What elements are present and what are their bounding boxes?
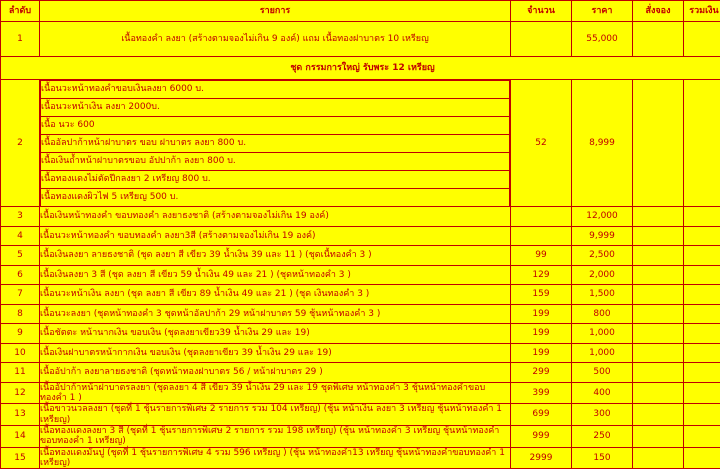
row-booked <box>633 382 684 404</box>
column-header-total: รวมเงิน <box>684 1 720 22</box>
row-booked <box>633 425 684 447</box>
row-total <box>684 304 720 324</box>
row-booked <box>633 363 684 383</box>
row-no: 10 <box>1 343 40 363</box>
row-price: 2,500 <box>572 246 633 266</box>
row-qty: 399 <box>511 382 572 404</box>
sub-item: เนื้อทองแดงไม่ตัดปีกลงยา 2 เหรียญ 800 บ. <box>41 171 510 189</box>
row-total <box>684 425 720 447</box>
table-row <box>1 304 720 324</box>
row-qty: 52 <box>511 80 572 207</box>
row-booked <box>633 324 684 344</box>
row-total <box>684 207 720 227</box>
sub-item: เนื้อนวะหน้าเงิน ลงยา 2000บ. <box>41 99 510 117</box>
row-booked <box>633 265 684 285</box>
row-item: เนื้อนวะหน้าทองคำ ขอบทองคำ ลงยา3สี (สร้างตามจองไม่เกิน 19 องค์) <box>40 226 511 246</box>
row-booked <box>633 304 684 324</box>
row-price: 300 <box>572 404 633 426</box>
table-row <box>1 363 720 383</box>
table-row <box>1 382 720 404</box>
row-no: 5 <box>1 246 40 266</box>
table-row <box>1 447 720 469</box>
row-total <box>684 324 720 344</box>
row-item: เนื้อขาวนวลลงยา (ชุดที่ 1 ชุ้นรายการพิเศษ 2 รายการ รวม 104 เหรียญ) (ชุ้น หน้าเงิน ลงยา 3 เหรียญ ชุ้นหน้าทองคำ 1 เหรียญ) <box>40 404 511 426</box>
row-total <box>684 265 720 285</box>
row-qty: 129 <box>511 265 572 285</box>
row-qty: 199 <box>511 343 572 363</box>
row-price: 55,000 <box>572 22 633 57</box>
row-price: 9,999 <box>572 226 633 246</box>
table-row <box>1 425 720 447</box>
row-item: เนื้อทองแดงมันปู (ชุดที่ 1 ชุ้นรายการพิเศษ 4 รวม 596 เหรียญ ) (ชุ้น หน้าทองคำ13 เหรียญ ชุ้นหน้าทองคำขอบทองคำ 1 เหรียญ) <box>40 447 511 469</box>
row-total <box>684 382 720 404</box>
row-qty: 159 <box>511 285 572 305</box>
table-body <box>1 22 720 469</box>
row-booked <box>633 404 684 426</box>
row-item: เนื้อทองคำ ลงยา (สร้างตามจองไม่เกิน 9 องค์) แถม เนื้อทองฝาบาตร 10 เหรียญ <box>40 22 511 57</box>
row-no: 8 <box>1 304 40 324</box>
column-header-booked: สั่งจอง <box>633 1 684 22</box>
table-row <box>1 226 720 246</box>
row-item: เนื้อทองแดงลงยา 3 สี (ชุดที่ 1 ชุ้นรายการพิเศษ 2 รายการ รวม 198 เหรียญ) (ชุ้น หน้าทองคำ 3 เหรียญ ชุ้นหน้าทองคำขอบทองคำ 1 เหรียญ) <box>40 425 511 447</box>
column-header-no: ลำดับ <box>1 1 40 22</box>
row-price: 1,000 <box>572 324 633 344</box>
row-total <box>684 246 720 266</box>
table-row <box>1 343 720 363</box>
row-no: 12 <box>1 382 40 404</box>
row-no: 2 <box>1 80 40 207</box>
row-qty: 199 <box>511 304 572 324</box>
row-price: 500 <box>572 363 633 383</box>
row-no: 6 <box>1 265 40 285</box>
row-booked <box>633 447 684 469</box>
row-price: 400 <box>572 382 633 404</box>
row-item-list <box>40 80 511 207</box>
row-qty <box>511 22 572 57</box>
sub-item: เนื้อ นวะ 600 <box>41 117 510 135</box>
row-item: เนื้อเงินลงยา 3 สี (ชุด ลงยา สี เขียว 59 น้ำเงิน 49 และ 21 ) (ชุดหน้าทองคำ 3 ) <box>40 265 511 285</box>
row-item: เนื้อเงินลงยา ลายธงชาติ (ชุด ลงยา สี เขียว 39 น้ำเงิน 39 และ 11 ) (ชุดเนื้ทองคำ 3 ) <box>40 246 511 266</box>
row-qty: 99 <box>511 246 572 266</box>
row-qty <box>511 226 572 246</box>
row-no: 3 <box>1 207 40 227</box>
row-total <box>684 80 720 207</box>
section-header-label: ชุด กรรมการใหญ่ รับพระ 12 เหรียญ <box>1 57 720 80</box>
row-total <box>684 363 720 383</box>
row-total <box>684 22 720 57</box>
row-no: 15 <box>1 447 40 469</box>
row-no: 9 <box>1 324 40 344</box>
row-qty: 999 <box>511 425 572 447</box>
row-price: 1,000 <box>572 343 633 363</box>
table-header-row <box>1 1 720 22</box>
sub-item: เนื้อเงินถ้ำหน้าฝาบาตรขอบ อัปปาก้า ลงยา 800 บ. <box>41 153 510 171</box>
table-row <box>1 324 720 344</box>
column-header-qty: จำนวน <box>511 1 572 22</box>
column-header-price: ราคา <box>572 1 633 22</box>
row-item: เนื้ออัปาก้า ลงยาลายธงชาติ (ชุดหน้าทองฝาบาตร 56 / หน้าฝาบาตร 29 ) <box>40 363 511 383</box>
row-booked <box>633 343 684 363</box>
row-booked <box>633 285 684 305</box>
table-row <box>1 265 720 285</box>
row-no: 11 <box>1 363 40 383</box>
row-qty: 699 <box>511 404 572 426</box>
row-no: 1 <box>1 22 40 57</box>
row-no: 13 <box>1 404 40 426</box>
table-header <box>1 1 720 22</box>
row-qty: 199 <box>511 324 572 344</box>
row-item: เนื้อเงินฝาบาตรหน้ากากเงิน ขอบเงิน (ชุดลงยาเขียว 39 น้ำเงิน 29 และ 19) <box>40 343 511 363</box>
sub-item: เนื้อนวะหน้าทองคำขอบเงินลงยา 6000 บ. <box>41 81 510 99</box>
row-total <box>684 404 720 426</box>
row-qty <box>511 207 572 227</box>
table-row <box>1 404 720 426</box>
row-booked <box>633 80 684 207</box>
row-total <box>684 226 720 246</box>
row-price: 8,999 <box>572 80 633 207</box>
table-row <box>1 207 720 227</box>
row-no: 4 <box>1 226 40 246</box>
row-booked <box>633 22 684 57</box>
row-item: เนื้อนวะหน้าเงิน ลงยา (ชุด ลงยา สี เขียว 89 น้ำเงิน 49 และ 21 ) (ชุด เงินทองคำ 3 ) <box>40 285 511 305</box>
row-price: 12,000 <box>572 207 633 227</box>
row-price: 250 <box>572 425 633 447</box>
row-no: 14 <box>1 425 40 447</box>
sub-item: เนื้อทองแดงผิวไฟ 5 เหรียญ 500 บ. <box>41 189 510 207</box>
table-row <box>1 80 720 207</box>
row-price: 1,500 <box>572 285 633 305</box>
row-booked <box>633 246 684 266</box>
column-header-item: รายการ <box>40 1 511 22</box>
row-price: 150 <box>572 447 633 469</box>
section-header-row <box>1 57 720 80</box>
row-price: 800 <box>572 304 633 324</box>
table-row <box>1 285 720 305</box>
row-no: 7 <box>1 285 40 305</box>
row-total <box>684 447 720 469</box>
row-qty: 299 <box>511 363 572 383</box>
row-total <box>684 343 720 363</box>
row-qty: 2999 <box>511 447 572 469</box>
sub-item: เนื้ออัลปาก้าหน้าฝาบาตร ขอบ ฝาบาตร ลงยา 800 บ. <box>41 135 510 153</box>
row-item-sublist <box>40 80 510 206</box>
table-row <box>1 246 720 266</box>
table-row <box>1 22 720 57</box>
row-booked <box>633 207 684 227</box>
row-item: เนื้อเงินหน้าทองคำ ขอบทองคำ ลงยาธงชาติ (สร้างตามจองไม่เกิน 19 องค์) <box>40 207 511 227</box>
row-total <box>684 285 720 305</box>
row-price: 2,000 <box>572 265 633 285</box>
row-item: เนื้อชัตตะ หน้านากเงิน ขอบเงิน (ชุดลงยาเขียว39 น้ำเงิน 29 และ 19) <box>40 324 511 344</box>
row-item: เนื้ออัปาก้าหน้าฝาบาตรลงยา (ชุดลงยา 4 สี เขียว 39 น้ำเงิน 29 และ 19 ชุดพิเศษ หน้าทองคำ 3 ชุ้นหน้าทองคำขอบทองคำ 1 ) <box>40 382 511 404</box>
row-booked <box>633 226 684 246</box>
row-item: เนื้อนวะลงยา (ชุดหน้าทองคำ 3 ชุดหน้าอัลปาก้า 29 หน้าฝาบาตร 59 ชุ้นหน้าทองคำ 3 ) <box>40 304 511 324</box>
